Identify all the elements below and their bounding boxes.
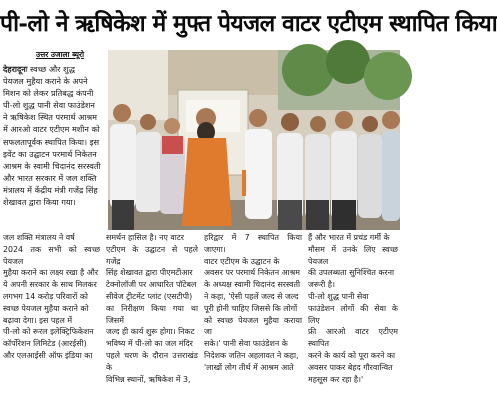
news-photo bbox=[108, 50, 400, 230]
intro-column bbox=[3, 50, 105, 230]
article-column-3: हरिद्वार में 7 स्थापित किया जाएगा। वाटर एटीएम के उद्घाटन के अवसर पर परमार्थ निकेतन आश्रम के अध्यक्ष स्वामी चिदानंद सरस्वती ने कहा, 'ऐसी पहलें जल्द से जल्द पूरी होनी चाहिए जिससे कि लोगों को स्वच्छ पेयजल मुहैया कराया जा सके।' पानी सेवा फाउंडेशन के निदेशक जतिन अहलावत ने कहा, 'लाखों लोग तीर्थ में आश्रम आते bbox=[204, 233, 302, 372]
news-photo-illustration bbox=[108, 50, 400, 230]
article-column-4: हैं और भारत में प्रचंड गर्मी के मौसम में उनके लिए स्वच्छ पेयजल की उपलब्धता सुनिश्चित करना जरूरी है। पी-लो शुद्ध पानी सेवा फाउंडेशन लोगों की सेवा के लिए फ्री आरओ वाटर एटीएम स्थापित करने के कार्य को पूरा करने का अवसर पाकर बेहद गौरवान्वित महसूस कर रहा है।' bbox=[308, 233, 398, 384]
intro-text: स्वच्छ और शुद्ध पेयजल मुहैया कराने के अपने मिशन को लेकर प्रतिबद्ध कंपनी पी-लो शुद्ध पानी सेवा फाउंडेशन ने ऋषिकेश स्थित परमार्थ आश्रम में आरओ वाटर एटीएम मशीन को सफलतापूर्वक स्थापित किया। इस इवेंट का उद्घाटन परमार्थ निकेतन आश्रम के स्वामी चिदानंद सरस्वती और भारत सरकार में जल शक्ति मंत्रालय में केंद्रीय मंत्री गजेंद्र सिंह शेखावत द्वारा किया गया। bbox=[3, 64, 101, 208]
intro-paragraph bbox=[3, 63, 105, 208]
headline: पी-लो ने ऋषिकेश में मुफ्त पेयजल वाटर एटीएम स्थापित किया bbox=[0, 10, 497, 37]
dateline: देहरादूनः bbox=[3, 64, 28, 74]
article-column-1: जल शक्ति मंत्रालय ने वर्ष 2024 तक सभी को स्वच्छ पेयजल मुहैया कराने का लक्ष्य रखा है और ये अपनी सरकार के साथ मिलकर लगभग 14 करोड़ परिवारों को स्वच्छ पेयजल मुहैया कराने को बढ़ावा देगा। इस पहल में पी-लो को रूरल इलेक्ट्रिफिकेशन कॉर्पोरेशन लिमिटेड (आरईसी) और एलआईसी ऑफ इंडिया का bbox=[3, 233, 100, 360]
article-column-2: समर्थन हासिल है। नए वाटर एटीएम के उद्घाटन से पहले गजेंद्र सिंह शेखावत द्वारा पीएमटीआर टेक्नोलॉजी पर आधारित पॉटेबल सीवेज ट्रीटमेंट प्लांट (एसटीपी) का निरीक्षण किया गया था जिसमें जल्द ही कार्य शुरू होगा। निकट भविष्य में पी-लो का जल मंदिर पहले चरण के दौरान उत्तराखंड के विभिन्न स्थानों, ऋषिकेश में 3, bbox=[106, 233, 198, 384]
article-body bbox=[0, 232, 400, 400]
byline: उत्तर उजाला ब्यूरो bbox=[35, 50, 85, 59]
